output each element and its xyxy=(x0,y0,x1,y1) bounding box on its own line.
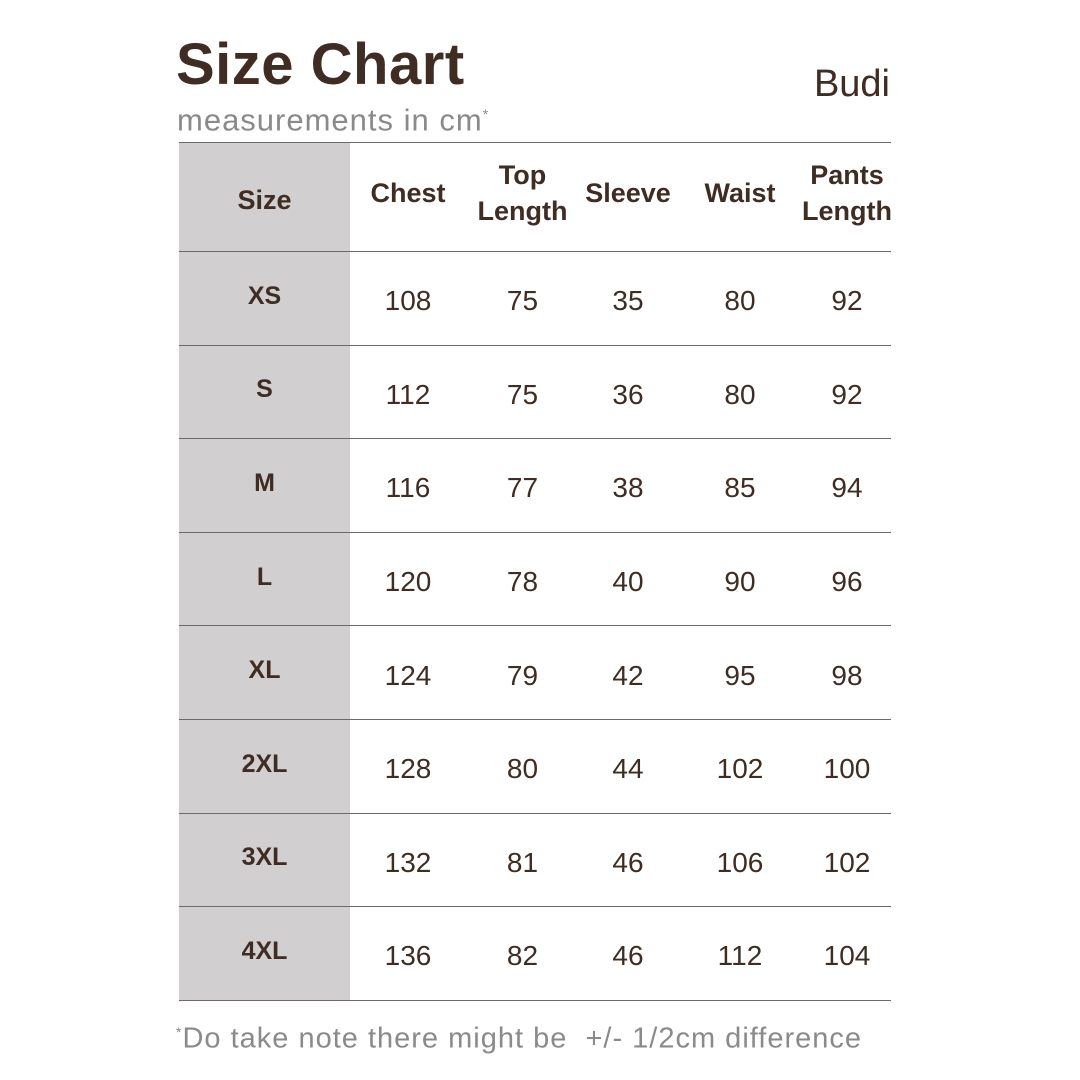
waist-cell: 102 xyxy=(716,753,764,785)
top-length-cell: 78 xyxy=(506,566,539,598)
size-label-cell: M xyxy=(179,439,350,532)
top-length-cell: 75 xyxy=(506,378,539,410)
sleeve-cell: 40 xyxy=(612,566,644,598)
table-row xyxy=(179,439,891,533)
waist-cell: 112 xyxy=(717,940,763,972)
pants-length-cell: 102 xyxy=(823,846,871,878)
waist-cell: 80 xyxy=(724,285,756,317)
table-row xyxy=(179,907,891,1001)
pants-length-cell: 96 xyxy=(831,566,863,598)
chest-cell: 128 xyxy=(384,753,432,785)
chest-cell: 116 xyxy=(385,472,431,504)
subtitle-text: measurements in cm xyxy=(177,102,483,138)
chest-cell: 112 xyxy=(385,378,431,410)
brand-name: Budi xyxy=(813,63,890,105)
table-header-row xyxy=(179,143,891,252)
size-label-cell: S xyxy=(179,346,350,439)
pants-length-cell: 92 xyxy=(831,285,863,317)
waist-cell: 90 xyxy=(724,566,756,598)
size-label-cell: L xyxy=(179,533,350,626)
pants-length-cell: 100 xyxy=(823,753,871,785)
pants-length-cell: 104 xyxy=(823,940,871,972)
header-pants-length: Pants Length xyxy=(802,160,892,226)
footnote xyxy=(176,1014,862,1057)
pants-length-cell: 92 xyxy=(831,378,863,410)
size-chart-table xyxy=(179,142,891,1001)
table-row xyxy=(179,252,891,346)
sleeve-cell: 42 xyxy=(612,659,644,691)
table-row xyxy=(179,626,891,720)
pants-length-cell: 98 xyxy=(831,659,863,691)
header-size: Size xyxy=(179,143,350,251)
pants-length-cell: 94 xyxy=(831,472,863,504)
size-label-cell: 4XL xyxy=(179,907,350,1000)
sleeve-cell: 38 xyxy=(612,472,644,504)
table-row xyxy=(179,346,891,440)
header-waist: Waist xyxy=(704,178,776,208)
header-top-length: Top Length xyxy=(477,160,568,226)
size-label-cell: 3XL xyxy=(179,814,350,907)
size-label-cell: 2XL xyxy=(179,720,350,813)
header-chest: Chest xyxy=(370,178,446,208)
sleeve-cell: 44 xyxy=(612,753,644,785)
size-label-cell: XL xyxy=(179,626,350,719)
footnote-text: Do take note there might be +/- 1/2cm difference xyxy=(182,1022,863,1055)
sleeve-cell: 46 xyxy=(612,846,644,878)
chest-cell: 124 xyxy=(384,659,432,691)
top-length-cell: 77 xyxy=(506,472,539,504)
sleeve-cell: 46 xyxy=(612,940,644,972)
sleeve-cell: 36 xyxy=(612,378,644,410)
top-length-cell: 79 xyxy=(506,659,539,691)
chest-cell: 120 xyxy=(384,566,432,598)
chest-cell: 108 xyxy=(384,285,432,317)
waist-cell: 85 xyxy=(724,472,756,504)
footnote-asterisk: * xyxy=(176,1024,183,1040)
chest-cell: 136 xyxy=(384,940,432,972)
top-length-cell: 82 xyxy=(506,940,539,972)
waist-cell: 80 xyxy=(724,378,756,410)
top-length-cell: 80 xyxy=(506,753,539,785)
table-body xyxy=(179,252,891,1001)
size-label-cell: XS xyxy=(179,252,350,345)
top-length-cell: 75 xyxy=(506,285,539,317)
subtitle-asterisk: * xyxy=(482,106,490,122)
page-title: Size Chart xyxy=(176,32,465,97)
header-sleeve: Sleeve xyxy=(585,178,671,208)
table-row xyxy=(179,533,891,627)
table-row xyxy=(179,814,891,908)
table-row xyxy=(179,720,891,814)
sleeve-cell: 35 xyxy=(612,285,644,317)
top-length-cell: 81 xyxy=(506,846,539,878)
chest-cell: 132 xyxy=(384,846,432,878)
subtitle xyxy=(177,96,489,138)
waist-cell: 95 xyxy=(724,659,756,691)
waist-cell: 106 xyxy=(716,846,764,878)
